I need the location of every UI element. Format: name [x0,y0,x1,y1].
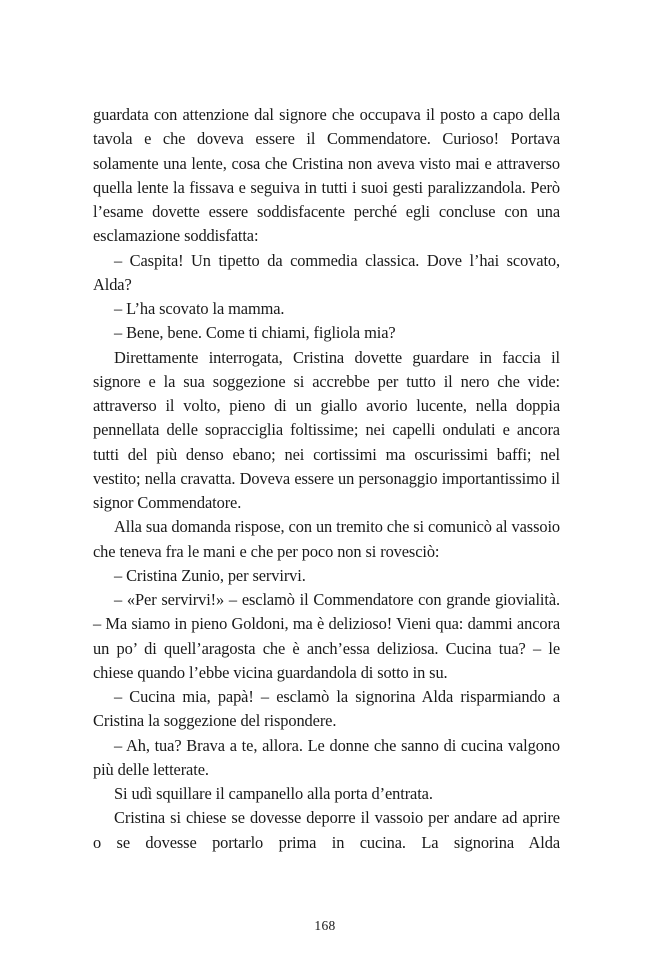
paragraph-6: Alla sua domanda rispose, con un tremito che si comunicò al vassoio che teneva fra le mani e che per poco non si rovesciò: [93,517,560,561]
paragraph-10: – Ah, tua? Brava a te, allora. Le donne che sanno di cucina valgono più delle letterate. [93,735,560,779]
paragraph-4: – Bene, bene. Come ti chiami, figliola mia? [114,323,396,343]
body-text [93,103,560,855]
paragraph-8: – «Per servirvi!» – esclamò il Commendatore con grande giovialità. – Ma siamo in pieno Goldoni, ma è delizioso! Vieni qua: dammi ancora un po’ di quell’aragosta che è anch’essa deliziosa. Cucina tua? – le chiese quando l’ebbe vicina guardandola di sotto in su. [93,590,560,682]
paragraph-3: – L’ha scovato la mamma. [114,299,285,318]
paragraph-2: – Caspita! Un tipetto da commedia classica. Dove l’hai scovato, Alda? [93,250,560,294]
paragraph-1: guardata con attenzione dal signore che occupava il posto a capo della tavola e che doveva essere il Commendatore. Curioso! Portava solamente una lente, cosa che Cristina non aveva visto mai e attraverso quella lente la fissava e seguiva in tutti i suoi gesti paralizzandola. Però l’esame dovette essere soddisfacente perché egli concluse con una esclamazione soddisfatta: [93,105,560,246]
paragraph-12: Cristina si chiese se dovesse deporre il vassoio per andare ad aprire o se dovesse portarlo prima in cucina. La signorina Alda [93,808,560,852]
paragraph-11: Si udì squillare il campanello alla porta d’entrata. [114,784,433,803]
paragraph-5: Direttamente interrogata, Cristina dovette guardare in faccia il signore e la sua soggezione si accrebbe per tutto il nero che vide: attraverso il volto, pieno di un giallo avorio lucente, nella doppia pennellata delle sopracciglia foltissime; nei capelli ondulati e ancora tutti del più denso ebano; nei cortissimi ma oscurissimi baffi; nel vestito; nella cravatta. Doveva essere un personaggio importantissimo il signor Commendatore. [93,347,560,512]
page-number: 168 [314,918,336,933]
paragraph-7: – Cristina Zunio, per servirvi. [114,565,306,585]
paragraph-9: – Cucina mia, papà! – esclamò la signorina Alda risparmiando a Cristina la soggezione del rispondere. [93,687,560,731]
